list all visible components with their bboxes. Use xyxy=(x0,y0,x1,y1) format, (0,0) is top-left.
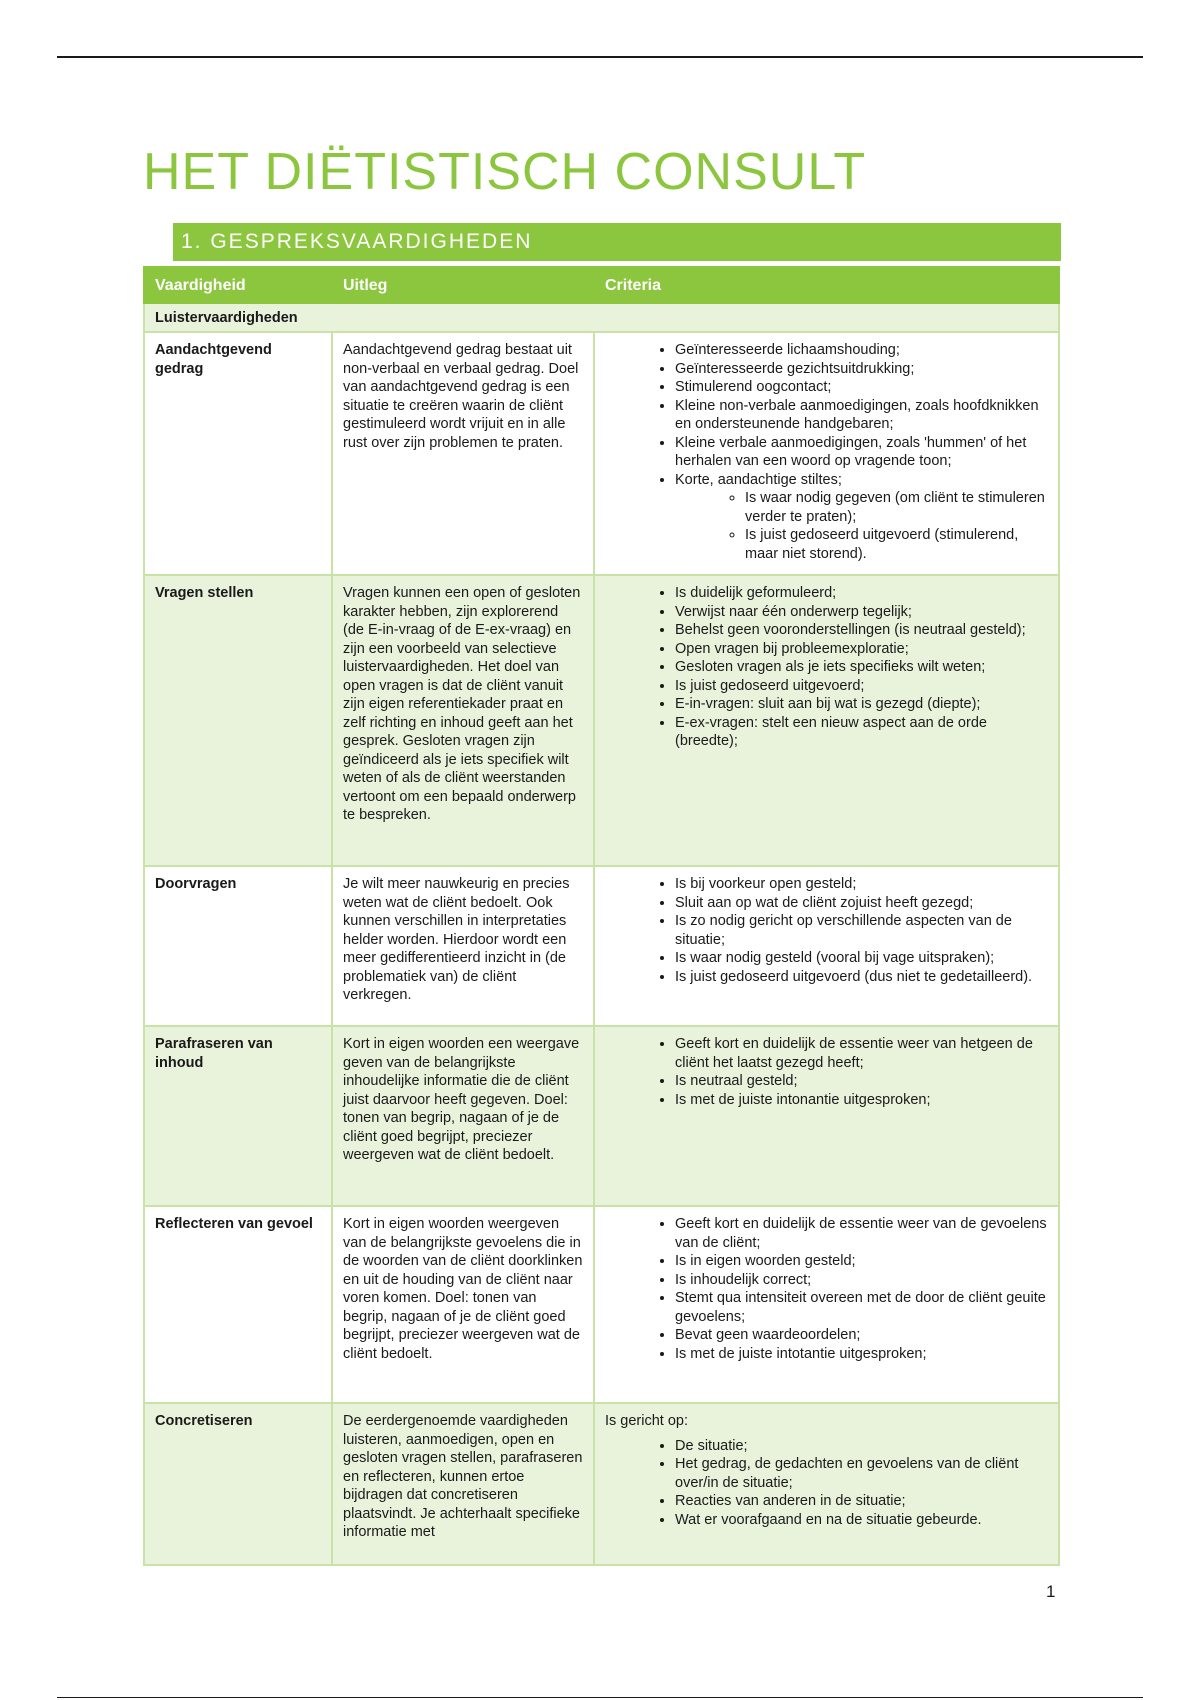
skill-name: Parafraseren van inhoud xyxy=(144,1026,332,1206)
criteria-list xyxy=(605,1437,1048,1530)
criteria-item: • Is juist gedoseerd uitgevoerd (dus niet te gedetailleerd). xyxy=(675,968,1048,987)
skill-name: Vragen stellen xyxy=(144,575,332,866)
footer-rule xyxy=(57,1697,1143,1698)
criteria-item: • Gesloten vragen als je iets specifieks wilt weten; xyxy=(675,658,1048,677)
page-number: 1 xyxy=(1046,1582,1056,1601)
document-title: HET DIËTISTISCH CONSULT xyxy=(143,143,867,201)
skill-criteria xyxy=(594,1206,1059,1403)
table-row xyxy=(144,332,1059,575)
criteria-item: • De situatie; xyxy=(675,1437,1048,1456)
skill-explanation: Kort in eigen woorden een weergave geven van de belangrijkste inhoudelijke informatie die de cliënt juist daarvoor heeft gegeven. Doel: tonen van begrip, nagaan of je de cliënt goed begrijpt, preciezer weergeven wat de cliënt bedoelt. xyxy=(332,1026,594,1206)
sub-criteria-item: ◦ Is juist gedoseerd uitgevoerd (stimulerend, maar niet storend). xyxy=(745,526,1048,563)
criteria-item: • Kleine non-verbale aanmoedigingen, zoals hoofdknikken en ondersteunende handgebaren; xyxy=(675,397,1048,434)
criteria-item: • Het gedrag, de gedachten en gevoelens van de cliënt over/in de situatie; xyxy=(675,1455,1048,1492)
table-header-row xyxy=(144,267,1059,303)
section-heading: 1. GESPREKSVAARDIGHEDEN xyxy=(173,223,1061,261)
criteria-item: • Verwijst naar één onderwerp tegelijk; xyxy=(675,603,1048,622)
criteria-list xyxy=(605,584,1048,751)
criteria-item: • Is juist gedoseerd uitgevoerd; xyxy=(675,677,1048,696)
criteria-item: • Stimulerend oogcontact; xyxy=(675,378,1048,397)
sub-criteria-item: ◦ Is waar nodig gegeven (om cliënt te stimuleren verder te praten); xyxy=(745,489,1048,526)
criteria-item: • E-ex-vragen: stelt een nieuw aspect aan de orde (breedte); xyxy=(675,714,1048,751)
criteria-item: • Is inhoudelijk correct; xyxy=(675,1271,1048,1290)
criteria-list xyxy=(605,1035,1048,1109)
criteria-item: • Behelst geen vooronderstellingen (is neutraal gesteld); xyxy=(675,621,1048,640)
criteria-item: • Geeft kort en duidelijk de essentie weer van hetgeen de cliënt het laatst gezegd heeft; xyxy=(675,1035,1048,1072)
skill-explanation: Aandachtgevend gedrag bestaat uit non-verbaal en verbaal gedrag. Doel van aandachtgevend gedrag is een situatie te creëren waarin de cliënt gestimuleerd wordt vrijuit en in alle rust over zijn problemen te praten. xyxy=(332,332,594,575)
criteria-item: • Geïnteresseerde lichaamshouding; xyxy=(675,341,1048,360)
criteria-item: • Is zo nodig gericht op verschillende aspecten van de situatie; xyxy=(675,912,1048,949)
criteria-item: • Wat er voorafgaand en na de situatie gebeurde. xyxy=(675,1511,1048,1530)
criteria-item-text: Korte, aandachtige stiltes; xyxy=(675,471,842,488)
group-label: Luistervaardigheden xyxy=(144,303,1059,333)
skill-criteria xyxy=(594,575,1059,866)
criteria-item: • Geeft kort en duidelijk de essentie weer van de gevoelens van de cliënt; xyxy=(675,1215,1048,1252)
criteria-item xyxy=(675,471,1048,564)
skill-criteria xyxy=(594,866,1059,1026)
header-vaardigheid: Vaardigheid xyxy=(144,267,332,303)
criteria-item: • Sluit aan op wat de cliënt zojuist heeft gezegd; xyxy=(675,894,1048,913)
skill-explanation: De eerdergenoemde vaardigheden luisteren, aanmoedigen, open en gesloten vragen stellen, parafraseren en reflecteren, kunnen ertoe bijdragen dat concretiseren plaatsvindt. Je achterhaalt specifieke informatie met xyxy=(332,1403,594,1565)
criteria-item: • Is in eigen woorden gesteld; xyxy=(675,1252,1048,1271)
table-row xyxy=(144,1026,1059,1206)
criteria-list xyxy=(605,341,1048,563)
criteria-list xyxy=(605,875,1048,986)
sub-criteria-list xyxy=(675,489,1048,563)
criteria-item: • E-in-vragen: sluit aan bij wat is gezegd (diepte); xyxy=(675,695,1048,714)
criteria-item: • Is met de juiste intonantie uitgesproken; xyxy=(675,1091,1048,1110)
criteria-item: • Is duidelijk geformuleerd; xyxy=(675,584,1048,603)
criteria-item: • Open vragen bij probleemexploratie; xyxy=(675,640,1048,659)
criteria-item: • Bevat geen waardeoordelen; xyxy=(675,1326,1048,1345)
criteria-item: • Is bij voorkeur open gesteld; xyxy=(675,875,1048,894)
criteria-intro: Is gericht op: xyxy=(605,1413,689,1429)
header-criteria: Criteria xyxy=(594,267,1059,303)
skill-name: Aandachtgevend gedrag xyxy=(144,332,332,575)
criteria-item: • Stemt qua intensiteit overeen met de door de cliënt geuite gevoelens; xyxy=(675,1289,1048,1326)
table-row xyxy=(144,1206,1059,1403)
skill-explanation: Je wilt meer nauwkeurig en precies weten wat de cliënt bedoelt. Ook kunnen verschillen in interpretaties helder worden. Hierdoor wordt een meer gedifferentieerd inzicht in (de problematiek van) de cliënt verkregen. xyxy=(332,866,594,1026)
header-uitleg: Uitleg xyxy=(332,267,594,303)
skills-table xyxy=(143,266,1060,1566)
criteria-list xyxy=(605,1215,1048,1363)
skill-explanation: Kort in eigen woorden weergeven van de belangrijkste gevoelens die in de woorden van de cliënt doorklinken en uit de houding van de cliënt naar voren komen. Doel: tonen van begrip, nagaan of je de cliënt goed begrijpt, preciezer weergeven wat de cliënt bedoelt. xyxy=(332,1206,594,1403)
header-rule xyxy=(57,56,1143,58)
skill-name: Doorvragen xyxy=(144,866,332,1026)
table-row xyxy=(144,1403,1059,1565)
table-row xyxy=(144,575,1059,866)
skill-criteria xyxy=(594,332,1059,575)
skill-criteria xyxy=(594,1026,1059,1206)
skill-criteria xyxy=(594,1403,1059,1565)
skill-name: Reflecteren van gevoel xyxy=(144,1206,332,1403)
criteria-item: • Is waar nodig gesteld (vooral bij vage uitspraken); xyxy=(675,949,1048,968)
skill-name: Concretiseren xyxy=(144,1403,332,1565)
table-row xyxy=(144,866,1059,1026)
skill-explanation: Vragen kunnen een open of gesloten karakter hebben, zijn explorerend (de E-in-vraag of de E-ex-vraag) en zijn een voorbeeld van selectieve luistervaardigheden. Het doel van open vragen is dat de cliënt vanuit zijn eigen referentiekader praat en zelf richting en inhoud geeft aan het gesprek. Gesloten vragen zijn geïndiceerd als je iets specifiek wilt weten of als de cliënt weerstanden vertoont om een bepaald onderwerp te bespreken. xyxy=(332,575,594,866)
criteria-item: • Reacties van anderen in de situatie; xyxy=(675,1492,1048,1511)
group-row xyxy=(144,303,1059,333)
criteria-item: • Is neutraal gesteld; xyxy=(675,1072,1048,1091)
criteria-item: • Kleine verbale aanmoedigingen, zoals 'hummen' of het herhalen van een woord op vragende toon; xyxy=(675,434,1048,471)
criteria-item: • Is met de juiste intotantie uitgesproken; xyxy=(675,1345,1048,1364)
criteria-item: • Geïnteresseerde gezichtsuitdrukking; xyxy=(675,360,1048,379)
